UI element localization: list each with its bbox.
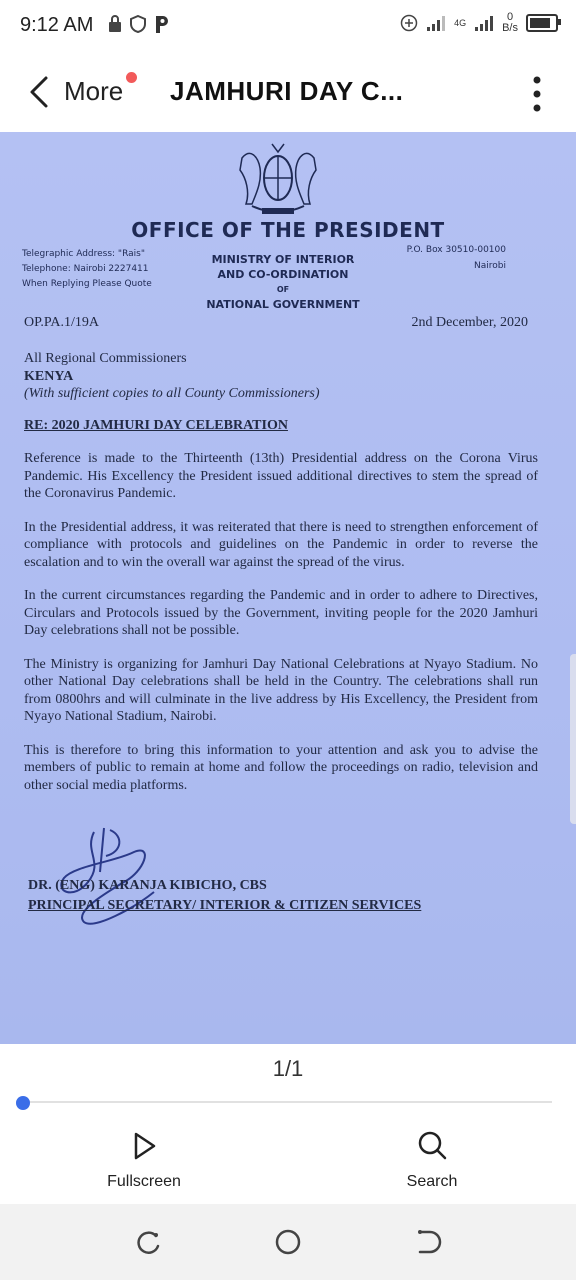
reference-number: OP.PA.1/19A [24, 315, 99, 330]
document-title: JAMHURI DAY C... [170, 76, 404, 106]
home-icon[interactable] [270, 1224, 306, 1260]
net-speed-value: 0 [506, 11, 514, 23]
network-type: 4G [454, 18, 467, 28]
reference-row [24, 314, 538, 344]
recipient-block [24, 350, 538, 403]
app-header [0, 52, 576, 132]
ministry-line2: AND CO-ORDINATION [217, 268, 349, 281]
page-slider[interactable] [16, 1096, 552, 1108]
clock: 9:12 AM [20, 14, 94, 36]
scroll-handle[interactable] [570, 654, 576, 824]
back-chevron-icon[interactable] [24, 72, 60, 112]
search-label: Search [406, 1173, 458, 1190]
system-nav-bar [0, 1204, 576, 1280]
coat-of-arms-icon [232, 138, 324, 220]
status-icons-left [108, 14, 170, 34]
overflow-menu-icon[interactable] [532, 74, 542, 114]
paragraph-2: In the Presidential address, it was reiterated that there is need to strengthen enforcement of compliance with protocols and guidelines on the Pandemic in order to reverse the escalation and to win the overall war against the spread of the virus. [24, 519, 538, 570]
recipient-line1: All Regional Commissioners [24, 351, 187, 366]
notification-dot [126, 72, 137, 83]
recipient-line3: (With sufficient copies to all County Commissioners) [24, 386, 320, 401]
net-speed-unit: B/s [502, 22, 518, 34]
slider-thumb[interactable] [16, 1096, 30, 1110]
recent-apps-icon[interactable] [130, 1224, 166, 1260]
letterhead-office: OFFICE OF THE PRESIDENT [131, 218, 445, 242]
ministry-of: OF [276, 285, 290, 294]
ministry-line1: MINISTRY OF INTERIOR [211, 253, 355, 266]
signatory-title: PRINCIPAL SECRETARY/ INTERIOR & CITIZEN SERVICES [28, 898, 422, 913]
fullscreen-label: Fullscreen [107, 1173, 181, 1190]
paragraph-4: The Ministry is organizing for Jamhuri Day National Celebrations at Nyayo Stadium. No other National Day celebrations shall be held in the Country. The celebrations shall run from 0800hrs and will culminate in the live address by His Excellency, the President from Nyayo National Stadium, Nairobi. [24, 656, 538, 724]
signatory-name: DR. (ENG) KARANJA KIBICHO, CBS [28, 878, 267, 893]
letterhead-contact [22, 247, 152, 292]
slider-track [16, 1101, 552, 1103]
signal-icon [426, 15, 446, 31]
ministry-line3: NATIONAL GOVERNMENT [206, 298, 360, 311]
back-nav-icon[interactable] [410, 1224, 446, 1260]
po-box: P.O. Box 30510-00100 [406, 245, 506, 255]
paragraph-3: In the current circumstances regarding the Pandemic and in order to adhere to Directives, Circulars and Protocols issued by the Government, inviting people for the 2020 Jamhuri Day celebrations shall not be possible. [24, 588, 538, 638]
search-button[interactable] [372, 1124, 492, 1191]
subject-line: RE: 2020 JAMHURI DAY CELEBRATION [24, 417, 288, 433]
recipient-line2: KENYA [24, 368, 74, 384]
letter-date: 2nd December, 2020 [411, 315, 528, 330]
city: Nairobi [474, 261, 506, 271]
shield-icon [130, 15, 146, 33]
fullscreen-button[interactable] [84, 1124, 204, 1191]
document-viewer[interactable] [0, 132, 576, 1044]
paragraph-5: This is therefore to bring this information to your attention and ask you to advise the members of public to remain at home and follow the proceedings on radio, television and other social media platforms. [24, 742, 538, 793]
battery-icon [526, 14, 558, 32]
page-indicator: 1/1 [272, 1056, 304, 1081]
letterhead-address [407, 242, 506, 274]
letter-body [24, 314, 538, 794]
signature-block [28, 876, 421, 916]
telephone: Telephone: Nairobi 2227411 [22, 264, 149, 274]
paragraph-1: Reference is made to the Thirteenth (13th) Presidential address on the Corona Virus Pandemic. His Excellency the President issued additional directives to stem the spread of the Coronavirus Pandemic. [24, 451, 538, 501]
status-bar [0, 0, 576, 52]
play-icon [126, 1128, 162, 1164]
status-icons-right [400, 12, 558, 34]
search-icon [414, 1128, 450, 1164]
back-more-button[interactable]: More [64, 76, 124, 106]
signal-icon-2 [474, 15, 494, 31]
replying-note: When Replying Please Quote [22, 279, 152, 289]
letterhead-ministry [140, 242, 426, 312]
document-page [0, 132, 576, 1044]
net-speed [502, 12, 518, 34]
telegraphic-address: Telegraphic Address: "Rais" [22, 249, 145, 259]
p-app-icon [154, 14, 170, 34]
data-saver-icon [400, 14, 418, 32]
viewer-actions [0, 1124, 576, 1204]
lock-notification-icon [108, 15, 122, 33]
